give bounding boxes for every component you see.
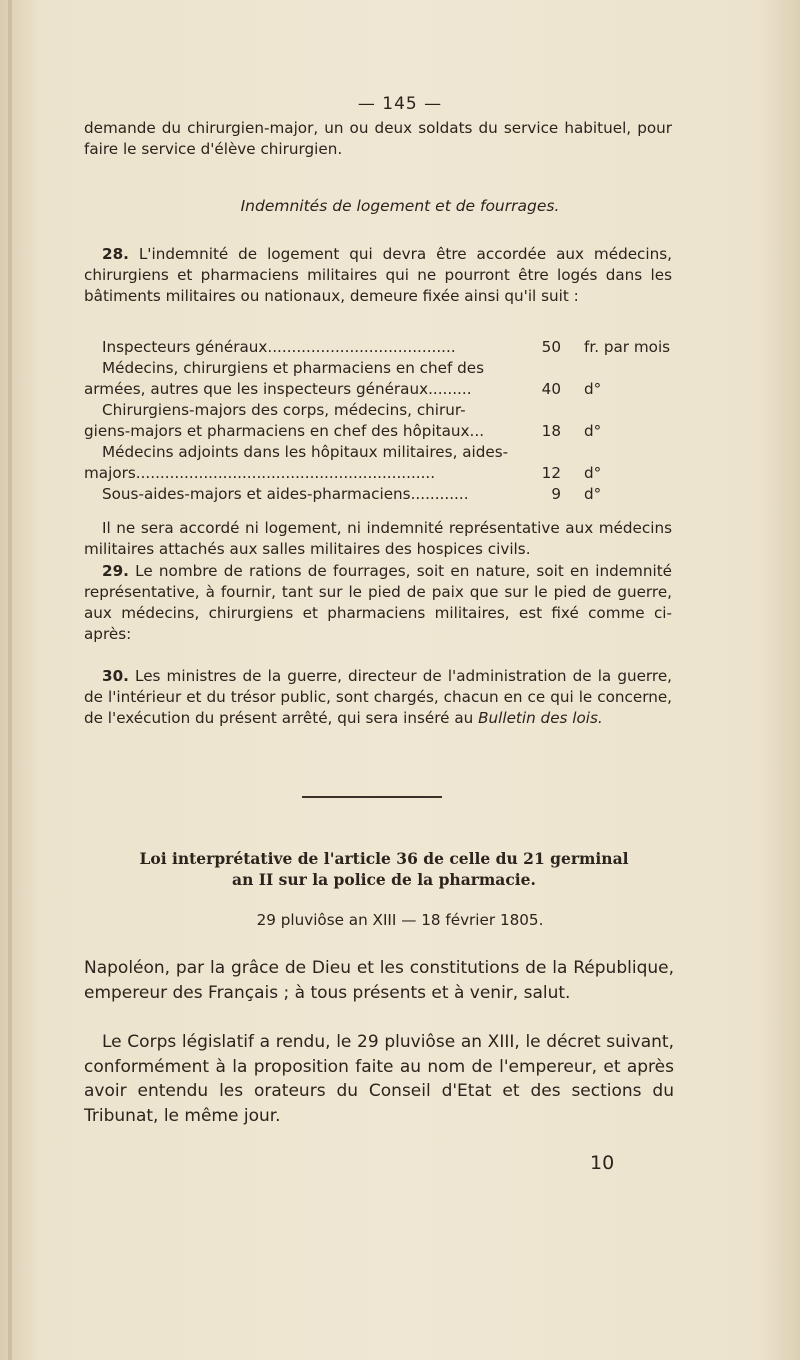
section-divider (302, 796, 442, 798)
law-title-line: Loi interprétative de l'article 36 de celle du 21 germinal (139, 849, 629, 868)
row-label: Médecins adjoints dans les hôpitaux militaires, aides- (102, 443, 509, 461)
table-row (84, 358, 684, 379)
row-amount: 40 (541, 380, 561, 398)
article-number: 30. (102, 667, 129, 685)
article-text: Les ministres de la guerre, directeur de l'administration de la guerre, de l'intérieur et du trésor public, sont chargés, chacun en ce qui le concerne, de l'exécution du présent arrêté, qui sera inséré au (84, 667, 672, 727)
article-number: 29. (102, 562, 129, 580)
signature-mark: 10 (590, 1152, 615, 1174)
law-date: 29 pluviôse an XIII — 18 février 1805. (256, 911, 544, 929)
row-label: giens-majors et pharmaciens en chef des hôpitaux... (84, 422, 485, 440)
intro-paragraph: demande du chirurgien-major, un ou deux soldats du service habituel, pour faire le service d'élève chirurgien. (84, 119, 672, 158)
row-amount: 12 (541, 464, 561, 482)
no-lodging-paragraph: Il ne sera accordé ni logement, ni indemnité représentative aux médecins militaires attachés aux salles militaires des hospices civils. (84, 519, 672, 558)
row-amount: 18 (541, 422, 561, 440)
article-28 (84, 244, 672, 307)
article-text: L'indemnité de logement qui devra être accordée aux médecins, chirurgiens et pharmaciens militaires qui ne pourront être logés dans les bâtiments militaires ou nationaux, demeure fixée ainsi qu'il suit : (84, 245, 672, 305)
bulletin-reference: Bulletin des lois. (478, 709, 603, 727)
row-amount: 9 (551, 485, 561, 503)
article-29 (84, 561, 672, 645)
row-label: majors.............................................................. (84, 464, 436, 482)
decree-body: Le Corps législatif a rendu, le 29 pluviôse an XIII, le décret suivant, conformément à la proposition faite au nom de l'empereur, et après avoir entendu les orateurs du Conseil d'Etat et des sections du Tribunat, le même jour. (84, 1032, 674, 1126)
article-30 (84, 666, 672, 729)
row-label: Médecins, chirurgiens et pharmaciens en chef des (102, 359, 485, 377)
law-title (84, 848, 684, 890)
row-unit: d° (584, 422, 602, 440)
table-row (84, 442, 684, 463)
row-unit: d° (584, 380, 602, 398)
row-label: Chirurgiens-majors des corps, médecins, chirur- (102, 401, 466, 419)
row-unit: fr. par mois (584, 338, 671, 356)
table-row (84, 421, 684, 442)
row-unit: d° (584, 464, 602, 482)
page-number: — 145 — (357, 94, 443, 114)
table-row (84, 400, 684, 421)
article-text: Le nombre de rations de fourrages, soit en nature, soit en indemnité représentative, à fournir, tant sur le pied de paix que sur le pied de guerre, aux médecins, chirurgiens et pharmaciens militaires, est fixé comme ci-après: (84, 562, 672, 643)
allowance-table (84, 337, 684, 505)
article-number: 28. (102, 245, 129, 263)
row-amount: 50 (541, 338, 561, 356)
table-row (84, 379, 684, 400)
decree-preamble: Napoléon, par la grâce de Dieu et les constitutions de la République, empereur des Français ; à tous présents et à venir, salut. (84, 958, 674, 1003)
law-title-line: an II sur la police de la pharmacie. (232, 870, 536, 889)
row-label: Inspecteurs généraux....................................... (102, 338, 456, 356)
table-row (84, 463, 684, 484)
row-label: Sous-aides-majors et aides-pharmaciens............ (102, 485, 469, 503)
table-row (84, 337, 684, 358)
row-unit: d° (584, 485, 602, 503)
section-heading: Indemnités de logement et de fourrages. (240, 197, 560, 215)
table-row (84, 484, 684, 505)
row-label: armées, autres que les inspecteurs généraux......... (84, 380, 472, 398)
